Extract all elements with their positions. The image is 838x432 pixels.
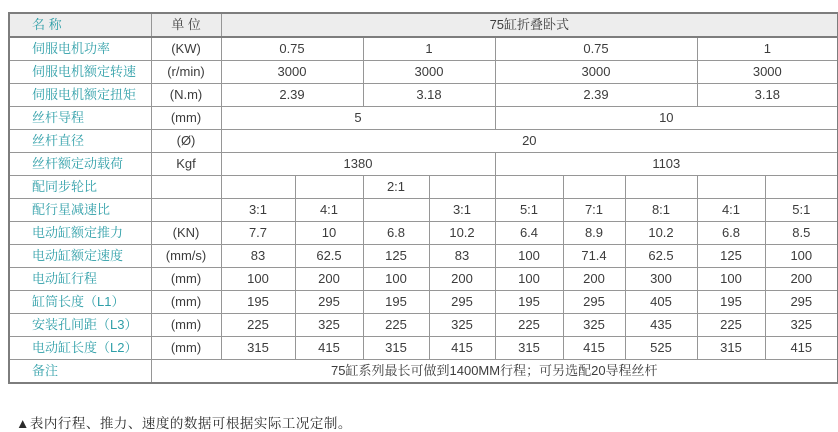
value-cell: 62.5	[295, 245, 363, 268]
value-cell: 200	[295, 268, 363, 291]
row-label: 缸筒长度（L1）	[9, 291, 151, 314]
row-label: 安装孔间距（L3）	[9, 314, 151, 337]
table-header-row	[9, 13, 838, 37]
value-cell: 100	[495, 268, 563, 291]
value-cell: 7:1	[563, 199, 625, 222]
value-cell: 6.8	[363, 222, 429, 245]
table-row	[9, 337, 838, 360]
table-row	[9, 222, 838, 245]
unit-cell: (mm)	[151, 268, 221, 291]
value-cell: 83	[221, 245, 295, 268]
value-cell: 125	[697, 245, 765, 268]
table-row	[9, 176, 838, 199]
value-cell: 100	[495, 245, 563, 268]
value-cell: 200	[563, 268, 625, 291]
unit-cell: (KW)	[151, 37, 221, 61]
value-cell: 6.4	[495, 222, 563, 245]
value-cell: 20	[221, 130, 838, 153]
row-label: 电动缸额定推力	[9, 222, 151, 245]
value-cell: 5	[221, 107, 495, 130]
remark-text: 75缸系列最长可做到1400MM行程；可另选配20导程丝杆	[151, 360, 838, 384]
unit-cell: Kgf	[151, 153, 221, 176]
value-cell: 3.18	[697, 84, 838, 107]
value-cell: 200	[765, 268, 838, 291]
row-label: 丝杆额定动载荷	[9, 153, 151, 176]
value-cell	[765, 176, 838, 199]
value-cell: 195	[363, 291, 429, 314]
name-column-header: 名 称	[9, 13, 151, 37]
value-cell	[363, 199, 429, 222]
table-row	[9, 61, 838, 84]
unit-cell: (mm)	[151, 337, 221, 360]
table-row	[9, 37, 838, 61]
unit-cell: (mm)	[151, 291, 221, 314]
row-label: 配行星减速比	[9, 199, 151, 222]
value-cell: 4:1	[295, 199, 363, 222]
value-cell: 83	[429, 245, 495, 268]
value-cell: 3.18	[363, 84, 495, 107]
row-label: 伺服电机额定转速	[9, 61, 151, 84]
footnote: ▲表内行程、推力、速度的数据可根据实际工况定制。	[16, 416, 352, 431]
value-cell: 7.7	[221, 222, 295, 245]
value-cell: 415	[429, 337, 495, 360]
value-cell	[563, 176, 625, 199]
value-cell: 225	[697, 314, 765, 337]
value-cell: 325	[295, 314, 363, 337]
remark-label: 备注	[9, 360, 151, 384]
unit-column-header: 单 位	[151, 13, 221, 37]
value-cell: 3000	[221, 61, 363, 84]
series-title: 75缸折叠卧式	[221, 13, 838, 37]
value-cell: 1	[363, 37, 495, 61]
value-cell: 295	[295, 291, 363, 314]
value-cell: 195	[221, 291, 295, 314]
value-cell: 3:1	[429, 199, 495, 222]
value-cell	[495, 176, 563, 199]
value-cell: 415	[295, 337, 363, 360]
value-cell: 62.5	[625, 245, 697, 268]
row-label: 电动缸行程	[9, 268, 151, 291]
value-cell: 3000	[697, 61, 838, 84]
value-cell: 325	[765, 314, 838, 337]
value-cell: 415	[765, 337, 838, 360]
value-cell: 5:1	[765, 199, 838, 222]
value-cell: 6.8	[697, 222, 765, 245]
value-cell: 10	[495, 107, 838, 130]
value-cell: 3000	[363, 61, 495, 84]
value-cell: 325	[563, 314, 625, 337]
value-cell	[295, 176, 363, 199]
unit-cell: (mm/s)	[151, 245, 221, 268]
value-cell	[625, 176, 697, 199]
value-cell	[221, 176, 295, 199]
spec-sheet	[8, 12, 838, 431]
row-label: 配同步轮比	[9, 176, 151, 199]
value-cell: 315	[221, 337, 295, 360]
value-cell: 10.2	[429, 222, 495, 245]
row-label: 伺服电机功率	[9, 37, 151, 61]
table-row	[9, 199, 838, 222]
value-cell	[429, 176, 495, 199]
table-row	[9, 84, 838, 107]
unit-cell	[151, 176, 221, 199]
unit-cell: (Ø)	[151, 130, 221, 153]
value-cell: 315	[495, 337, 563, 360]
value-cell: 315	[697, 337, 765, 360]
value-cell: 125	[363, 245, 429, 268]
value-cell: 300	[625, 268, 697, 291]
value-cell: 100	[221, 268, 295, 291]
table-row	[9, 153, 838, 176]
value-cell: 8.9	[563, 222, 625, 245]
table-row	[9, 291, 838, 314]
value-cell: 405	[625, 291, 697, 314]
unit-cell: (N.m)	[151, 84, 221, 107]
value-cell: 1103	[495, 153, 838, 176]
value-cell: 3:1	[221, 199, 295, 222]
value-cell: 225	[221, 314, 295, 337]
unit-cell: (mm)	[151, 107, 221, 130]
unit-cell: (mm)	[151, 314, 221, 337]
row-label: 电动缸长度（L2）	[9, 337, 151, 360]
value-cell: 0.75	[221, 37, 363, 61]
remark-row	[9, 360, 838, 384]
table-row	[9, 245, 838, 268]
value-cell: 1380	[221, 153, 495, 176]
value-cell: 315	[363, 337, 429, 360]
value-cell: 415	[563, 337, 625, 360]
value-cell: 5:1	[495, 199, 563, 222]
value-cell: 4:1	[697, 199, 765, 222]
table-row	[9, 268, 838, 291]
value-cell: 195	[495, 291, 563, 314]
spec-table	[8, 12, 838, 384]
row-label: 伺服电机额定扭矩	[9, 84, 151, 107]
value-cell: 295	[429, 291, 495, 314]
value-cell: 8.5	[765, 222, 838, 245]
table-row	[9, 107, 838, 130]
value-cell: 100	[363, 268, 429, 291]
value-cell: 295	[765, 291, 838, 314]
row-label: 电动缸额定速度	[9, 245, 151, 268]
unit-cell: (KN)	[151, 222, 221, 245]
unit-cell: (r/min)	[151, 61, 221, 84]
value-cell: 71.4	[563, 245, 625, 268]
value-cell: 325	[429, 314, 495, 337]
unit-cell	[151, 199, 221, 222]
value-cell: 10	[295, 222, 363, 245]
value-cell: 2:1	[363, 176, 429, 199]
value-cell: 10.2	[625, 222, 697, 245]
value-cell: 3000	[495, 61, 697, 84]
value-cell	[697, 176, 765, 199]
value-cell: 435	[625, 314, 697, 337]
value-cell: 195	[697, 291, 765, 314]
value-cell: 525	[625, 337, 697, 360]
value-cell: 0.75	[495, 37, 697, 61]
table-row	[9, 314, 838, 337]
value-cell: 200	[429, 268, 495, 291]
table-row	[9, 130, 838, 153]
row-label: 丝杆直径	[9, 130, 151, 153]
value-cell: 100	[697, 268, 765, 291]
value-cell: 225	[495, 314, 563, 337]
value-cell: 100	[765, 245, 838, 268]
value-cell: 2.39	[495, 84, 697, 107]
value-cell: 8:1	[625, 199, 697, 222]
value-cell: 1	[697, 37, 838, 61]
value-cell: 2.39	[221, 84, 363, 107]
value-cell: 295	[563, 291, 625, 314]
row-label: 丝杆导程	[9, 107, 151, 130]
value-cell: 225	[363, 314, 429, 337]
